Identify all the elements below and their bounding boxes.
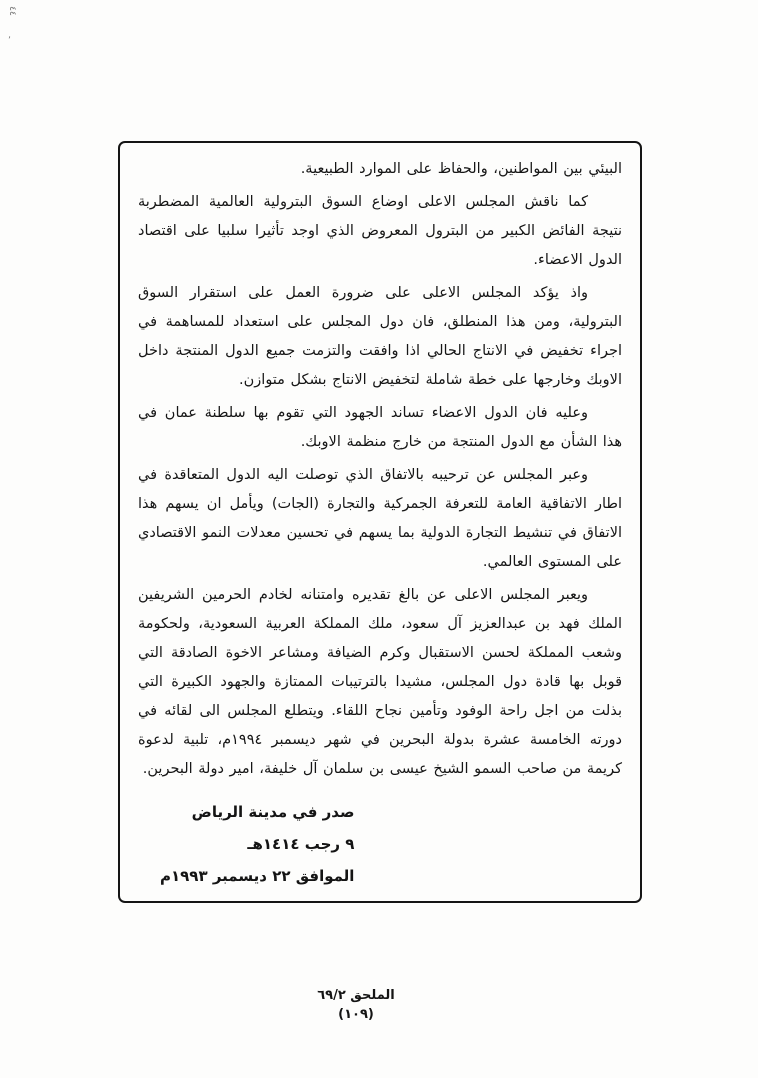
paragraph: واذ يؤكد المجلس الاعلى على ضرورة العمل على استقرار السوق البترولية، ومن هذا المنطلق، فان دول المجلس على استعداد للمساهمة في اجراء تخفيض في الانتاج الحالي اذا وافقت والتزمت جميع الدول المنتجة داخل الاوبك وخارجها على خطة شاملة لتخفيض الانتاج بشكل متوازن.: [138, 285, 622, 388]
issued-gregorian-date: الموافق ٢٢ ديسمبر ١٩٩٣م: [160, 867, 355, 885]
scan-artifact-mark: ٤٤: [6, 6, 17, 16]
annex-label: الملحق ٦٩/٢: [317, 988, 395, 1003]
document-frame: [118, 141, 642, 903]
paragraph: ويعبر المجلس الاعلى عن بالغ تقديره وامتنانه لخادم الحرمين الشريفين الملك فهد بن عبدالعزيز آل سعود، ملك المملكة العربية السعودية، ولحكومة وشعب المملكة لحسن الاستقبال وكرم الضيافة ومشاعر الاخوة الصادقة التي قوبل بها قادة دول المجلس، مشيدا بالترتيبات الممتازة والجهود الكبيرة التي بذلت من اجل راحة الوفود وتأمين نجاح اللقاء. ويتطلع المجلس الى لقائه في دورته الخامسة عشرة بدولة البحرين في شهر ديسمبر ١٩٩٤م، تلبية لدعوة كريمة من صاحب السمو الشيخ عيسى بن سلمان آل خليفة، امير دولة البحرين.: [138, 587, 622, 777]
document-text: [138, 155, 622, 784]
paragraph: كما ناقش المجلس الاعلى اوضاع السوق البترولية العالمية المضطربة نتيجة الفائض الكبير من البترول المعروض الذي اوجد تأثيرا سلبيا على اقتصاد الدول الاعضاء.: [138, 194, 622, 268]
issued-hijri-date: ٩ رجب ١٤١٤هـ: [247, 835, 355, 853]
issued-at-block: [160, 796, 354, 892]
scan-artifact-mark: ٬: [8, 36, 11, 46]
paragraph: وعبر المجلس عن ترحيبه بالاتفاق الذي توصلت اليه الدول المتعاقدة في اطار الاتفاقية العامة للتعرفة الجمركية والتجارة (الجات) ويأمل ان يسهم هذا الاتفاق في تنشيط التجارة الدولية بما يسهم في تحسين معدلات النمو الاقتصادي على المستوى العالمي.: [138, 467, 622, 570]
issued-place: صدر في مدينة الرياض: [191, 803, 355, 821]
page-number: (١٠٩): [338, 1007, 374, 1022]
paragraph: وعليه فان الدول الاعضاء تساند الجهود التي تقوم بها سلطنة عمان في هذا الشأن مع الدول المنتجة من خارج منظمة الاوبك.: [138, 405, 622, 450]
paragraph: البيئي بين المواطنين، والحفاظ على الموارد الطبيعية.: [300, 161, 622, 177]
page-footer: [0, 988, 712, 1022]
